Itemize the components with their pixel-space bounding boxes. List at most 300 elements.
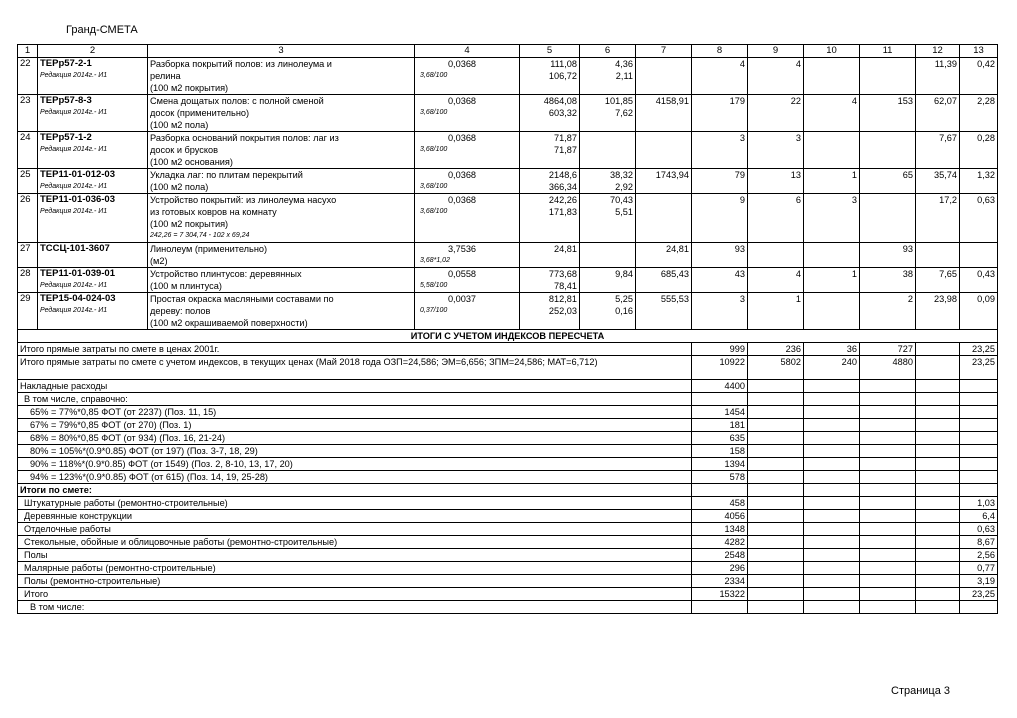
total-c8: 1348 — [692, 523, 748, 536]
unit-price-value: 252,03 — [548, 306, 577, 316]
position-number: 25 — [18, 169, 38, 194]
total-row — [18, 562, 998, 575]
rate-code-cell — [38, 58, 148, 95]
value-c7 — [636, 58, 692, 95]
value-c10: 1 — [804, 268, 860, 293]
total-row — [18, 343, 998, 356]
value-c12: 62,07 — [916, 95, 960, 132]
quantity: 0,0368 — [447, 133, 477, 143]
work-name-line: из готовых ковров на комнату — [150, 207, 277, 217]
total-label: 67% = 79%*0,85 ФОТ (от 270) (Поз. 1) — [18, 419, 692, 432]
total-c9 — [748, 523, 804, 536]
total-c9 — [748, 406, 804, 419]
total-c8: 635 — [692, 432, 748, 445]
unit-price-cell — [520, 194, 580, 243]
estimate-item-row — [18, 58, 998, 95]
work-name-line: досок и брусков — [150, 145, 219, 155]
value-c8: 79 — [692, 169, 748, 194]
total-c13: 0,77 — [960, 562, 998, 575]
work-name-line: дереву: полов — [150, 306, 211, 316]
value-c8: 179 — [692, 95, 748, 132]
work-name-line: релина — [150, 71, 181, 81]
total-c11 — [860, 393, 916, 406]
work-name-cell — [148, 132, 415, 169]
total-c8: 15322 — [692, 588, 748, 601]
rate-edition: Редакция 2014г.- И1 — [40, 208, 108, 215]
value-c13: 1,32 — [960, 169, 998, 194]
value-c10: 4 — [804, 95, 860, 132]
quantity-cell — [415, 132, 520, 169]
total-c12 — [916, 536, 960, 549]
total-c10 — [804, 393, 860, 406]
total-c13: 23,25 — [960, 343, 998, 356]
value-c13 — [960, 243, 998, 268]
total-c12 — [916, 497, 960, 510]
total-c11 — [860, 536, 916, 549]
position-number: 23 — [18, 95, 38, 132]
total-c10 — [804, 471, 860, 484]
total-c11 — [860, 419, 916, 432]
unit-price-value: 24,81 — [554, 244, 577, 254]
quantity: 0,0368 — [447, 59, 477, 69]
total-label: Штукатурные работы (ремонтно-строительные) — [18, 497, 692, 510]
machine-price-cell — [580, 243, 636, 268]
value-c7: 555,53 — [636, 293, 692, 330]
total-c13 — [960, 458, 998, 471]
total-c8: 578 — [692, 471, 748, 484]
total-label: 80% = 105%*(0.9*0.85) ФОТ (от 197) (Поз. 3-7, 18, 29) — [18, 445, 692, 458]
quantity-formula: 3,68/100 — [420, 146, 448, 153]
total-c8: 2334 — [692, 575, 748, 588]
unit-price-value: 773,68 — [548, 269, 577, 279]
value-c13: 0,28 — [960, 132, 998, 169]
total-c12 — [916, 471, 960, 484]
total-c8: 296 — [692, 562, 748, 575]
quantity-cell — [415, 169, 520, 194]
value-c12: 7,65 — [916, 268, 960, 293]
estimate-body — [18, 45, 998, 614]
machine-price-cell — [580, 169, 636, 194]
value-c8: 93 — [692, 243, 748, 268]
total-c9 — [748, 393, 804, 406]
rate-code-cell — [38, 293, 148, 330]
total-c8: 1394 — [692, 458, 748, 471]
work-name-line: (100 м2 покрытия) — [150, 83, 229, 93]
rate-code: ТЕР11-01-036-03 — [40, 194, 115, 205]
value-c11 — [860, 132, 916, 169]
rate-edition: Редакция 2014г.- И1 — [40, 183, 108, 190]
machine-price-cell — [580, 58, 636, 95]
work-name-line: (100 м2 основания) — [150, 157, 233, 167]
column-number: 5 — [520, 45, 580, 58]
rate-edition: Редакция 2014г.- И1 — [40, 109, 108, 116]
total-row — [18, 356, 998, 380]
total-c9 — [748, 588, 804, 601]
value-c11: 65 — [860, 169, 916, 194]
total-c12 — [916, 380, 960, 393]
total-c10 — [804, 406, 860, 419]
work-name-line: (100 м2 покрытия) — [150, 219, 229, 229]
value-c13: 0,43 — [960, 268, 998, 293]
total-label: 90% = 118%*(0.9*0.85) ФОТ (от 1549) (Поз. 2, 8-10, 13, 17, 20) — [18, 458, 692, 471]
totals-title: ИТОГИ С УЧЕТОМ ИНДЕКСОВ ПЕРЕСЧЕТА — [18, 330, 998, 343]
work-name-line: Смена дощатых полов: с полной сменой — [150, 96, 324, 106]
value-c13: 2,28 — [960, 95, 998, 132]
value-c10 — [804, 293, 860, 330]
value-c8: 43 — [692, 268, 748, 293]
rate-edition: Редакция 2014г.- И1 — [40, 307, 108, 314]
total-c8: 181 — [692, 419, 748, 432]
total-c10 — [804, 497, 860, 510]
rate-code: ТЕРр57-8-3 — [40, 95, 92, 106]
total-c10 — [804, 380, 860, 393]
total-c12 — [916, 406, 960, 419]
total-c8: 4056 — [692, 510, 748, 523]
machine-price-cell — [580, 293, 636, 330]
machine-price-cell — [580, 268, 636, 293]
work-name-cell — [148, 95, 415, 132]
estimate-item-row — [18, 95, 998, 132]
total-label: Накладные расходы — [18, 380, 692, 393]
total-c11 — [860, 432, 916, 445]
total-c13: 1,03 — [960, 497, 998, 510]
total-c12 — [916, 458, 960, 471]
value-c8: 4 — [692, 58, 748, 95]
rate-edition: Редакция 2014г.- И1 — [40, 72, 108, 79]
total-c9 — [748, 484, 804, 497]
total-label: Отделочные работы — [18, 523, 692, 536]
quantity: 0,0368 — [447, 96, 477, 106]
estimate-item-row — [18, 293, 998, 330]
value-c10: 1 — [804, 169, 860, 194]
value-c7: 24,81 — [636, 243, 692, 268]
total-row — [18, 536, 998, 549]
rate-code-cell — [38, 132, 148, 169]
work-name-cell — [148, 293, 415, 330]
total-c11 — [860, 601, 916, 614]
rate-edition: Редакция 2014г.- И1 — [40, 282, 108, 289]
estimate-item-row — [18, 132, 998, 169]
value-c12 — [916, 243, 960, 268]
unit-price-value: 2148,6 — [548, 170, 577, 180]
estimate-table — [17, 44, 998, 614]
total-c8: 4282 — [692, 536, 748, 549]
rate-code-cell — [38, 243, 148, 268]
total-c10 — [804, 601, 860, 614]
total-label: 68% = 80%*0,85 ФОТ (от 934) (Поз. 16, 21-24) — [18, 432, 692, 445]
unit-price-value: 366,34 — [548, 182, 577, 192]
unit-price-cell — [520, 58, 580, 95]
position-number: 24 — [18, 132, 38, 169]
machine-price-value: 4,36 — [615, 59, 633, 69]
estimate-item-row — [18, 169, 998, 194]
price-formula: 242,26 = 7 304,74 - 102 x 69,24 — [150, 232, 250, 239]
machine-price-value: 9,84 — [615, 269, 633, 279]
page-number: Страница 3 — [891, 685, 951, 697]
position-number: 29 — [18, 293, 38, 330]
unit-price-cell — [520, 243, 580, 268]
total-c11: 4880 — [860, 356, 916, 380]
total-c9 — [748, 601, 804, 614]
total-c11 — [860, 380, 916, 393]
total-c11 — [860, 484, 916, 497]
column-number: 4 — [415, 45, 520, 58]
total-row — [18, 510, 998, 523]
column-number: 12 — [916, 45, 960, 58]
total-c11 — [860, 497, 916, 510]
total-c10 — [804, 484, 860, 497]
total-c10 — [804, 575, 860, 588]
unit-price-value: 71,87 — [554, 145, 577, 155]
machine-price-value: 5,25 — [615, 294, 633, 304]
quantity-cell — [415, 194, 520, 243]
total-c12 — [916, 445, 960, 458]
rate-code: ТЕРр57-2-1 — [40, 58, 92, 69]
value-c11: 2 — [860, 293, 916, 330]
total-c12 — [916, 575, 960, 588]
total-label: Малярные работы (ремонтно-строительные) — [18, 562, 692, 575]
total-row — [18, 523, 998, 536]
total-c10 — [804, 523, 860, 536]
value-c9 — [748, 243, 804, 268]
work-name-line: Устройство покрытий: из линолеума насухо — [150, 195, 337, 205]
document-header: Гранд-СМЕТА — [66, 24, 138, 36]
rate-code: ТССЦ-101-3607 — [40, 243, 110, 254]
machine-price-value: 38,32 — [610, 170, 633, 180]
total-c13 — [960, 445, 998, 458]
total-label: Деревянные конструкции — [18, 510, 692, 523]
total-c12 — [916, 393, 960, 406]
value-c12: 23,98 — [916, 293, 960, 330]
total-c12 — [916, 549, 960, 562]
unit-price-value: 78,41 — [554, 281, 577, 291]
total-c11 — [860, 510, 916, 523]
work-name-line: Простая окраска масляными составами по — [150, 294, 334, 304]
machine-price-value: 0,16 — [615, 306, 633, 316]
column-number: 11 — [860, 45, 916, 58]
unit-price-cell — [520, 293, 580, 330]
quantity: 0,0368 — [447, 170, 477, 180]
quantity-cell — [415, 268, 520, 293]
total-c9 — [748, 536, 804, 549]
total-c13 — [960, 432, 998, 445]
quantity-formula: 3,68/100 — [420, 109, 448, 116]
column-number: 3 — [148, 45, 415, 58]
total-row — [18, 432, 998, 445]
quantity: 0,0558 — [447, 269, 477, 279]
value-c11 — [860, 58, 916, 95]
total-c11 — [860, 445, 916, 458]
value-c8: 3 — [692, 132, 748, 169]
column-number: 9 — [748, 45, 804, 58]
position-number: 28 — [18, 268, 38, 293]
total-c10 — [804, 562, 860, 575]
total-row — [18, 549, 998, 562]
column-number: 7 — [636, 45, 692, 58]
total-c9 — [748, 562, 804, 575]
total-c13: 6,4 — [960, 510, 998, 523]
rate-code: ТЕР11-01-012-03 — [40, 169, 115, 180]
total-c12 — [916, 484, 960, 497]
work-name-line: досок (применительно) — [150, 108, 250, 118]
total-row — [18, 601, 998, 614]
total-c10 — [804, 536, 860, 549]
unit-price-value: 242,26 — [548, 195, 577, 205]
total-row — [18, 484, 998, 497]
total-c9 — [748, 510, 804, 523]
column-number: 8 — [692, 45, 748, 58]
rate-code-cell — [38, 194, 148, 243]
value-c7: 4158,91 — [636, 95, 692, 132]
total-c9 — [748, 497, 804, 510]
total-c9 — [748, 445, 804, 458]
work-name-cell — [148, 194, 415, 243]
total-c13: 23,25 — [960, 356, 998, 380]
quantity-formula: 3,68/100 — [420, 72, 448, 79]
unit-price-cell — [520, 169, 580, 194]
value-c9: 4 — [748, 268, 804, 293]
value-c9: 4 — [748, 58, 804, 95]
total-c8: 10922 — [692, 356, 748, 380]
total-row — [18, 445, 998, 458]
column-number-row — [18, 45, 998, 58]
work-name-line: (100 м плинтуса) — [150, 281, 222, 291]
work-name-line: Разборка оснований покрытия полов: лаг из — [150, 133, 339, 143]
machine-price-value: 2,11 — [615, 71, 633, 81]
total-row — [18, 419, 998, 432]
total-c13 — [960, 393, 998, 406]
estimate-item-row — [18, 268, 998, 293]
estimate-item-row — [18, 243, 998, 268]
total-c8: 458 — [692, 497, 748, 510]
total-c10 — [804, 588, 860, 601]
quantity-formula: 0,37/100 — [420, 307, 448, 314]
total-c13 — [960, 419, 998, 432]
total-c10 — [804, 510, 860, 523]
value-c11: 93 — [860, 243, 916, 268]
total-c9 — [748, 458, 804, 471]
total-row — [18, 575, 998, 588]
value-c13: 0,63 — [960, 194, 998, 243]
work-name-line: (100 м2 пола) — [150, 120, 209, 130]
total-c9 — [748, 471, 804, 484]
total-row — [18, 588, 998, 601]
work-name-cell — [148, 243, 415, 268]
work-name-line: Устройство плинтусов: деревянных — [150, 269, 302, 279]
total-c10 — [804, 445, 860, 458]
value-c12: 7,67 — [916, 132, 960, 169]
value-c10 — [804, 58, 860, 95]
total-c13 — [960, 601, 998, 614]
unit-price-value: 812,81 — [548, 294, 577, 304]
rate-code-cell — [38, 169, 148, 194]
rate-code-cell — [38, 268, 148, 293]
total-c11 — [860, 523, 916, 536]
total-c9: 5802 — [748, 356, 804, 380]
machine-price-cell — [580, 132, 636, 169]
total-row — [18, 393, 998, 406]
machine-price-value: 5,51 — [615, 207, 633, 217]
total-c9 — [748, 432, 804, 445]
total-label: 94% = 123%*(0.9*0.85) ФОТ (от 615) (Поз. 14, 19, 25-28) — [18, 471, 692, 484]
total-c10 — [804, 458, 860, 471]
total-label: В том числе, справочно: — [18, 393, 692, 406]
estimate-item-row — [18, 194, 998, 243]
value-c11 — [860, 194, 916, 243]
value-c8: 9 — [692, 194, 748, 243]
total-c10: 36 — [804, 343, 860, 356]
machine-price-value: 2,92 — [615, 182, 633, 192]
unit-price-cell — [520, 132, 580, 169]
totals-title-row — [18, 330, 998, 343]
total-c8: 1454 — [692, 406, 748, 419]
unit-price-value: 71,87 — [554, 133, 577, 143]
total-label: Стекольные, обойные и облицовочные работы (ремонтно-строительные) — [18, 536, 692, 549]
position-number: 27 — [18, 243, 38, 268]
quantity-formula: 3,68/100 — [420, 208, 448, 215]
value-c7: 1743,94 — [636, 169, 692, 194]
total-c11 — [860, 471, 916, 484]
total-c12 — [916, 419, 960, 432]
value-c9: 1 — [748, 293, 804, 330]
unit-price-value: 171,83 — [548, 207, 577, 217]
total-c9 — [748, 419, 804, 432]
total-c11 — [860, 406, 916, 419]
total-c13 — [960, 380, 998, 393]
unit-price-value: 603,32 — [548, 108, 577, 118]
total-label: Итоги по смете: — [18, 484, 692, 497]
column-number: 2 — [38, 45, 148, 58]
total-c13: 8,67 — [960, 536, 998, 549]
total-c9 — [748, 575, 804, 588]
work-name-line: Разборка покрытий полов: из линолеума и — [150, 59, 332, 69]
value-c7 — [636, 132, 692, 169]
work-name-line: Линолеум (применительно) — [150, 244, 268, 254]
position-number: 26 — [18, 194, 38, 243]
total-label: В том числе: — [18, 601, 692, 614]
quantity-cell — [415, 293, 520, 330]
unit-price-cell — [520, 268, 580, 293]
total-row — [18, 380, 998, 393]
quantity-cell — [415, 243, 520, 268]
value-c11: 153 — [860, 95, 916, 132]
work-name-line: (100 м2 пола) — [150, 182, 209, 192]
total-c8 — [692, 484, 748, 497]
total-c10: 240 — [804, 356, 860, 380]
work-name-line: (м2) — [150, 256, 168, 266]
position-number: 22 — [18, 58, 38, 95]
total-row — [18, 471, 998, 484]
value-c9: 13 — [748, 169, 804, 194]
value-c8: 3 — [692, 293, 748, 330]
total-c12 — [916, 562, 960, 575]
quantity-formula: 5,58/100 — [420, 282, 448, 289]
column-number: 10 — [804, 45, 860, 58]
value-c9: 22 — [748, 95, 804, 132]
unit-price-cell — [520, 95, 580, 132]
total-label: Итого прямые затраты по смете в ценах 2001г. — [18, 343, 692, 356]
work-name-cell — [148, 169, 415, 194]
total-c12 — [916, 588, 960, 601]
total-c11 — [860, 575, 916, 588]
total-c11 — [860, 549, 916, 562]
total-c12 — [916, 343, 960, 356]
total-c12 — [916, 601, 960, 614]
total-c8: 999 — [692, 343, 748, 356]
unit-price-value: 106,72 — [548, 71, 577, 81]
unit-price-value: 4864,08 — [543, 96, 577, 106]
total-c8: 2548 — [692, 549, 748, 562]
